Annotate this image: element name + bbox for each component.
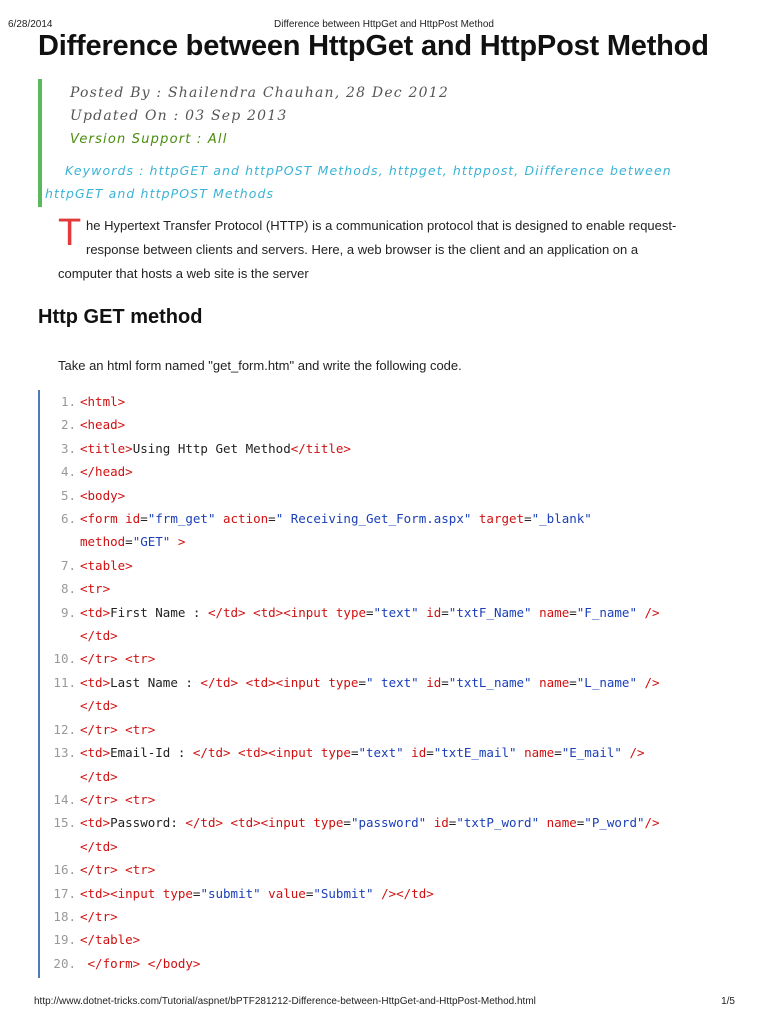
code-token: "password" xyxy=(350,815,427,831)
line-number: 20. xyxy=(53,955,76,971)
code-token: <form xyxy=(80,511,126,527)
code-line xyxy=(38,882,738,905)
intro-line-2: response between clients and servers. Here, a web browser is the client and an application on a xyxy=(86,242,639,257)
code-token: </tr> <tr> xyxy=(80,651,156,667)
code-token: "txtL_name" xyxy=(448,674,532,690)
code-line-content xyxy=(80,928,140,951)
code-line xyxy=(38,811,738,834)
code-token: </head> xyxy=(80,464,133,480)
code-line xyxy=(38,390,738,413)
code-token: = xyxy=(441,604,449,620)
code-token: /></td> xyxy=(373,885,434,901)
code-token: "txtF_Name" xyxy=(448,604,532,620)
code-token: </td> xyxy=(80,628,118,644)
code-line xyxy=(38,601,738,624)
code-token: "frm_get" xyxy=(147,511,216,527)
intro-paragraph xyxy=(58,214,738,286)
line-number: 17. xyxy=(53,885,76,901)
code-token: = xyxy=(448,815,457,831)
page-number: 1/5 xyxy=(721,996,735,1007)
line-number: 2. xyxy=(60,417,76,433)
code-token: method xyxy=(80,534,126,550)
code-token: </title> xyxy=(290,440,351,456)
instruction-text: Take an html form named "get_form.htm" and write the following code. xyxy=(58,358,462,373)
code-token: /> xyxy=(636,604,660,620)
code-token: </td> <td><input xyxy=(192,745,321,761)
code-line-content xyxy=(80,905,118,928)
line-number xyxy=(38,624,80,647)
code-token: "E_mail" xyxy=(561,745,622,761)
code-token: </td> <td><input xyxy=(207,604,336,620)
code-token: type xyxy=(313,815,344,831)
code-token: </td> xyxy=(80,838,118,854)
code-token: </td> <td><input xyxy=(185,815,314,831)
code-token: > xyxy=(170,534,186,550)
code-token: = xyxy=(441,674,449,690)
code-line-content xyxy=(80,390,125,413)
code-token: id xyxy=(418,604,442,620)
code-token: = xyxy=(569,604,577,620)
code-line xyxy=(38,952,738,975)
line-number: 10. xyxy=(53,651,76,667)
updated-on: Updated On : 03 Sep 2013 xyxy=(70,108,288,124)
code-token: name xyxy=(539,815,577,831)
code-token: = xyxy=(358,674,366,690)
code-token: /> xyxy=(644,815,660,831)
code-line xyxy=(38,718,738,741)
line-number: 4. xyxy=(60,464,76,480)
code-line xyxy=(38,671,738,694)
code-line-content xyxy=(80,858,155,881)
code-token: "_blank" xyxy=(531,511,592,527)
intro-line-1: he Hypertext Transfer Protocol (HTTP) is a communication protocol that is designed to enable request- xyxy=(86,218,677,233)
code-line xyxy=(38,437,738,460)
intro-dropcap: T xyxy=(58,212,82,254)
code-token: id xyxy=(403,745,427,761)
code-line xyxy=(38,554,738,577)
code-line-content xyxy=(80,811,660,834)
code-line xyxy=(38,788,738,811)
code-token: = xyxy=(140,511,148,527)
code-line-content xyxy=(80,765,118,788)
code-token: First Name : xyxy=(110,604,208,620)
code-token: </td> <td><input xyxy=(200,674,329,690)
code-line-content xyxy=(80,601,660,624)
code-line-content xyxy=(80,882,434,905)
code-token: = xyxy=(350,745,359,761)
print-footer xyxy=(0,996,768,1010)
code-token: <td><input xyxy=(80,885,163,901)
code-token: </form> </body> xyxy=(80,955,201,971)
code-token: </table> xyxy=(80,932,141,948)
code-token: </tr> <tr> xyxy=(80,721,156,737)
code-line xyxy=(38,577,738,600)
code-line xyxy=(38,928,738,951)
code-token: <head> xyxy=(80,417,126,433)
code-token: "GET" xyxy=(132,534,171,550)
code-line-content xyxy=(80,694,118,717)
code-line-content xyxy=(80,741,645,764)
code-line-content xyxy=(80,624,118,647)
code-token: Last Name : xyxy=(110,674,201,690)
code-token: <html> xyxy=(80,394,126,409)
line-number: 15. xyxy=(53,815,76,831)
print-doc-title: Difference between HttpGet and HttpPost Method xyxy=(274,19,494,30)
code-token: type xyxy=(335,604,366,620)
code-token: " Receiving_Get_Form.aspx" xyxy=(275,511,472,527)
code-line xyxy=(38,765,738,788)
print-url: http://www.dotnet-tricks.com/Tutorial/aspnet/bPTF281212-Difference-between-HttpGet-and-HttpPost-Method.html xyxy=(34,996,536,1007)
code-token: name xyxy=(531,604,570,620)
code-token: = xyxy=(343,815,351,831)
code-line xyxy=(38,484,738,507)
code-line-content xyxy=(80,835,118,858)
posted-by: Posted By : Shailendra Chauhan, 28 Dec 2012 xyxy=(70,85,449,101)
code-token: = xyxy=(524,511,532,527)
code-line-content xyxy=(80,507,592,530)
line-number: 7. xyxy=(60,557,76,573)
code-token: <tr> xyxy=(80,581,111,597)
code-token: name xyxy=(531,674,570,690)
code-line xyxy=(38,694,738,717)
code-line xyxy=(38,858,738,881)
line-number: 16. xyxy=(53,862,76,878)
code-token: name xyxy=(516,745,555,761)
code-token: "Submit" xyxy=(313,885,374,901)
code-line xyxy=(38,905,738,928)
code-token: id xyxy=(418,674,442,690)
code-line xyxy=(38,835,738,858)
code-token: <body> xyxy=(80,487,126,503)
line-number: 12. xyxy=(53,721,76,737)
code-line-content xyxy=(80,554,133,577)
code-token: = xyxy=(125,534,133,550)
line-number: 3. xyxy=(60,440,76,456)
line-number: 13. xyxy=(53,745,76,761)
page-title: Difference between HttpGet and HttpPost Method xyxy=(38,30,709,62)
line-number: 9. xyxy=(60,604,76,620)
code-line-content xyxy=(80,718,155,741)
line-number: 8. xyxy=(60,581,76,597)
code-token: type xyxy=(320,745,351,761)
code-line-content xyxy=(80,647,155,670)
code-line-content xyxy=(80,671,660,694)
code-token: "text" xyxy=(358,745,404,761)
code-line-content xyxy=(80,952,200,975)
intro-line-3: computer that hosts a web site is the server xyxy=(58,266,309,281)
code-line-content xyxy=(80,413,125,436)
line-number xyxy=(38,765,80,788)
code-line-content xyxy=(80,577,110,600)
code-line-content xyxy=(80,460,133,483)
meta-accent-bar xyxy=(38,79,42,207)
code-line-content xyxy=(80,788,155,811)
code-token: </tr> xyxy=(80,908,118,924)
print-date: 6/28/2014 xyxy=(8,19,53,30)
line-number xyxy=(38,530,80,553)
code-token: "L_name" xyxy=(576,674,637,690)
code-token: <td> xyxy=(80,815,111,831)
code-token: Password: xyxy=(110,815,186,831)
code-token: Email-Id : xyxy=(110,745,193,761)
code-line xyxy=(38,530,738,553)
code-token: id xyxy=(426,815,449,831)
code-token: /> xyxy=(621,745,645,761)
code-token: <table> xyxy=(80,557,133,573)
code-token: type xyxy=(328,674,359,690)
line-number xyxy=(38,835,80,858)
code-token: "txtP_word" xyxy=(456,815,540,831)
section-heading: Http GET method xyxy=(38,306,203,328)
code-token: /> xyxy=(636,674,660,690)
code-token: = xyxy=(576,815,585,831)
code-token: = xyxy=(426,745,434,761)
code-line-content xyxy=(80,530,185,553)
code-token: " text" xyxy=(366,674,419,690)
code-token: <td> xyxy=(80,674,111,690)
code-line xyxy=(38,741,738,764)
code-token: <td> xyxy=(80,604,111,620)
code-token: <title> xyxy=(80,440,133,456)
code-line xyxy=(38,624,738,647)
code-line xyxy=(38,413,738,436)
code-block xyxy=(38,390,738,975)
code-line xyxy=(38,647,738,670)
line-number: 1. xyxy=(60,394,76,409)
version-support: Version Support : All xyxy=(70,132,228,147)
code-line xyxy=(38,507,738,530)
line-number: 5. xyxy=(60,487,76,503)
code-token: </tr> <tr> xyxy=(80,862,156,878)
keywords: Keywords : httpGET and httpPOST Methods, httpget, httppost, Diifference between httpGET and httpPOST Methods xyxy=(45,163,672,201)
code-line-content xyxy=(80,437,351,460)
code-token: "text" xyxy=(373,604,419,620)
line-number xyxy=(38,694,80,717)
code-token: Using Http Get Method xyxy=(132,440,291,456)
code-token: = xyxy=(554,745,562,761)
code-token: "P_word" xyxy=(584,815,645,831)
code-token: = xyxy=(268,511,276,527)
line-number: 18. xyxy=(53,908,76,924)
code-token: action xyxy=(215,511,269,527)
code-token: target xyxy=(471,511,525,527)
code-token: </td> xyxy=(80,698,118,714)
code-token: = xyxy=(366,604,374,620)
code-token: = xyxy=(569,674,577,690)
code-token: <td> xyxy=(80,745,111,761)
code-token: </tr> <tr> xyxy=(80,791,156,807)
code-token: type xyxy=(162,885,193,901)
code-token: = xyxy=(305,885,314,901)
line-number: 19. xyxy=(53,932,76,948)
code-token: id xyxy=(125,511,141,527)
code-token: </td> xyxy=(80,768,118,784)
code-token: "txtE_mail" xyxy=(433,745,517,761)
code-token: "F_name" xyxy=(576,604,637,620)
code-token: value xyxy=(260,885,306,901)
code-token: "submit" xyxy=(200,885,261,901)
code-token: = xyxy=(192,885,201,901)
line-number: 11. xyxy=(53,674,76,690)
code-line xyxy=(38,460,738,483)
code-line-content xyxy=(80,484,125,507)
line-number: 6. xyxy=(60,511,76,527)
line-number: 14. xyxy=(53,791,76,807)
